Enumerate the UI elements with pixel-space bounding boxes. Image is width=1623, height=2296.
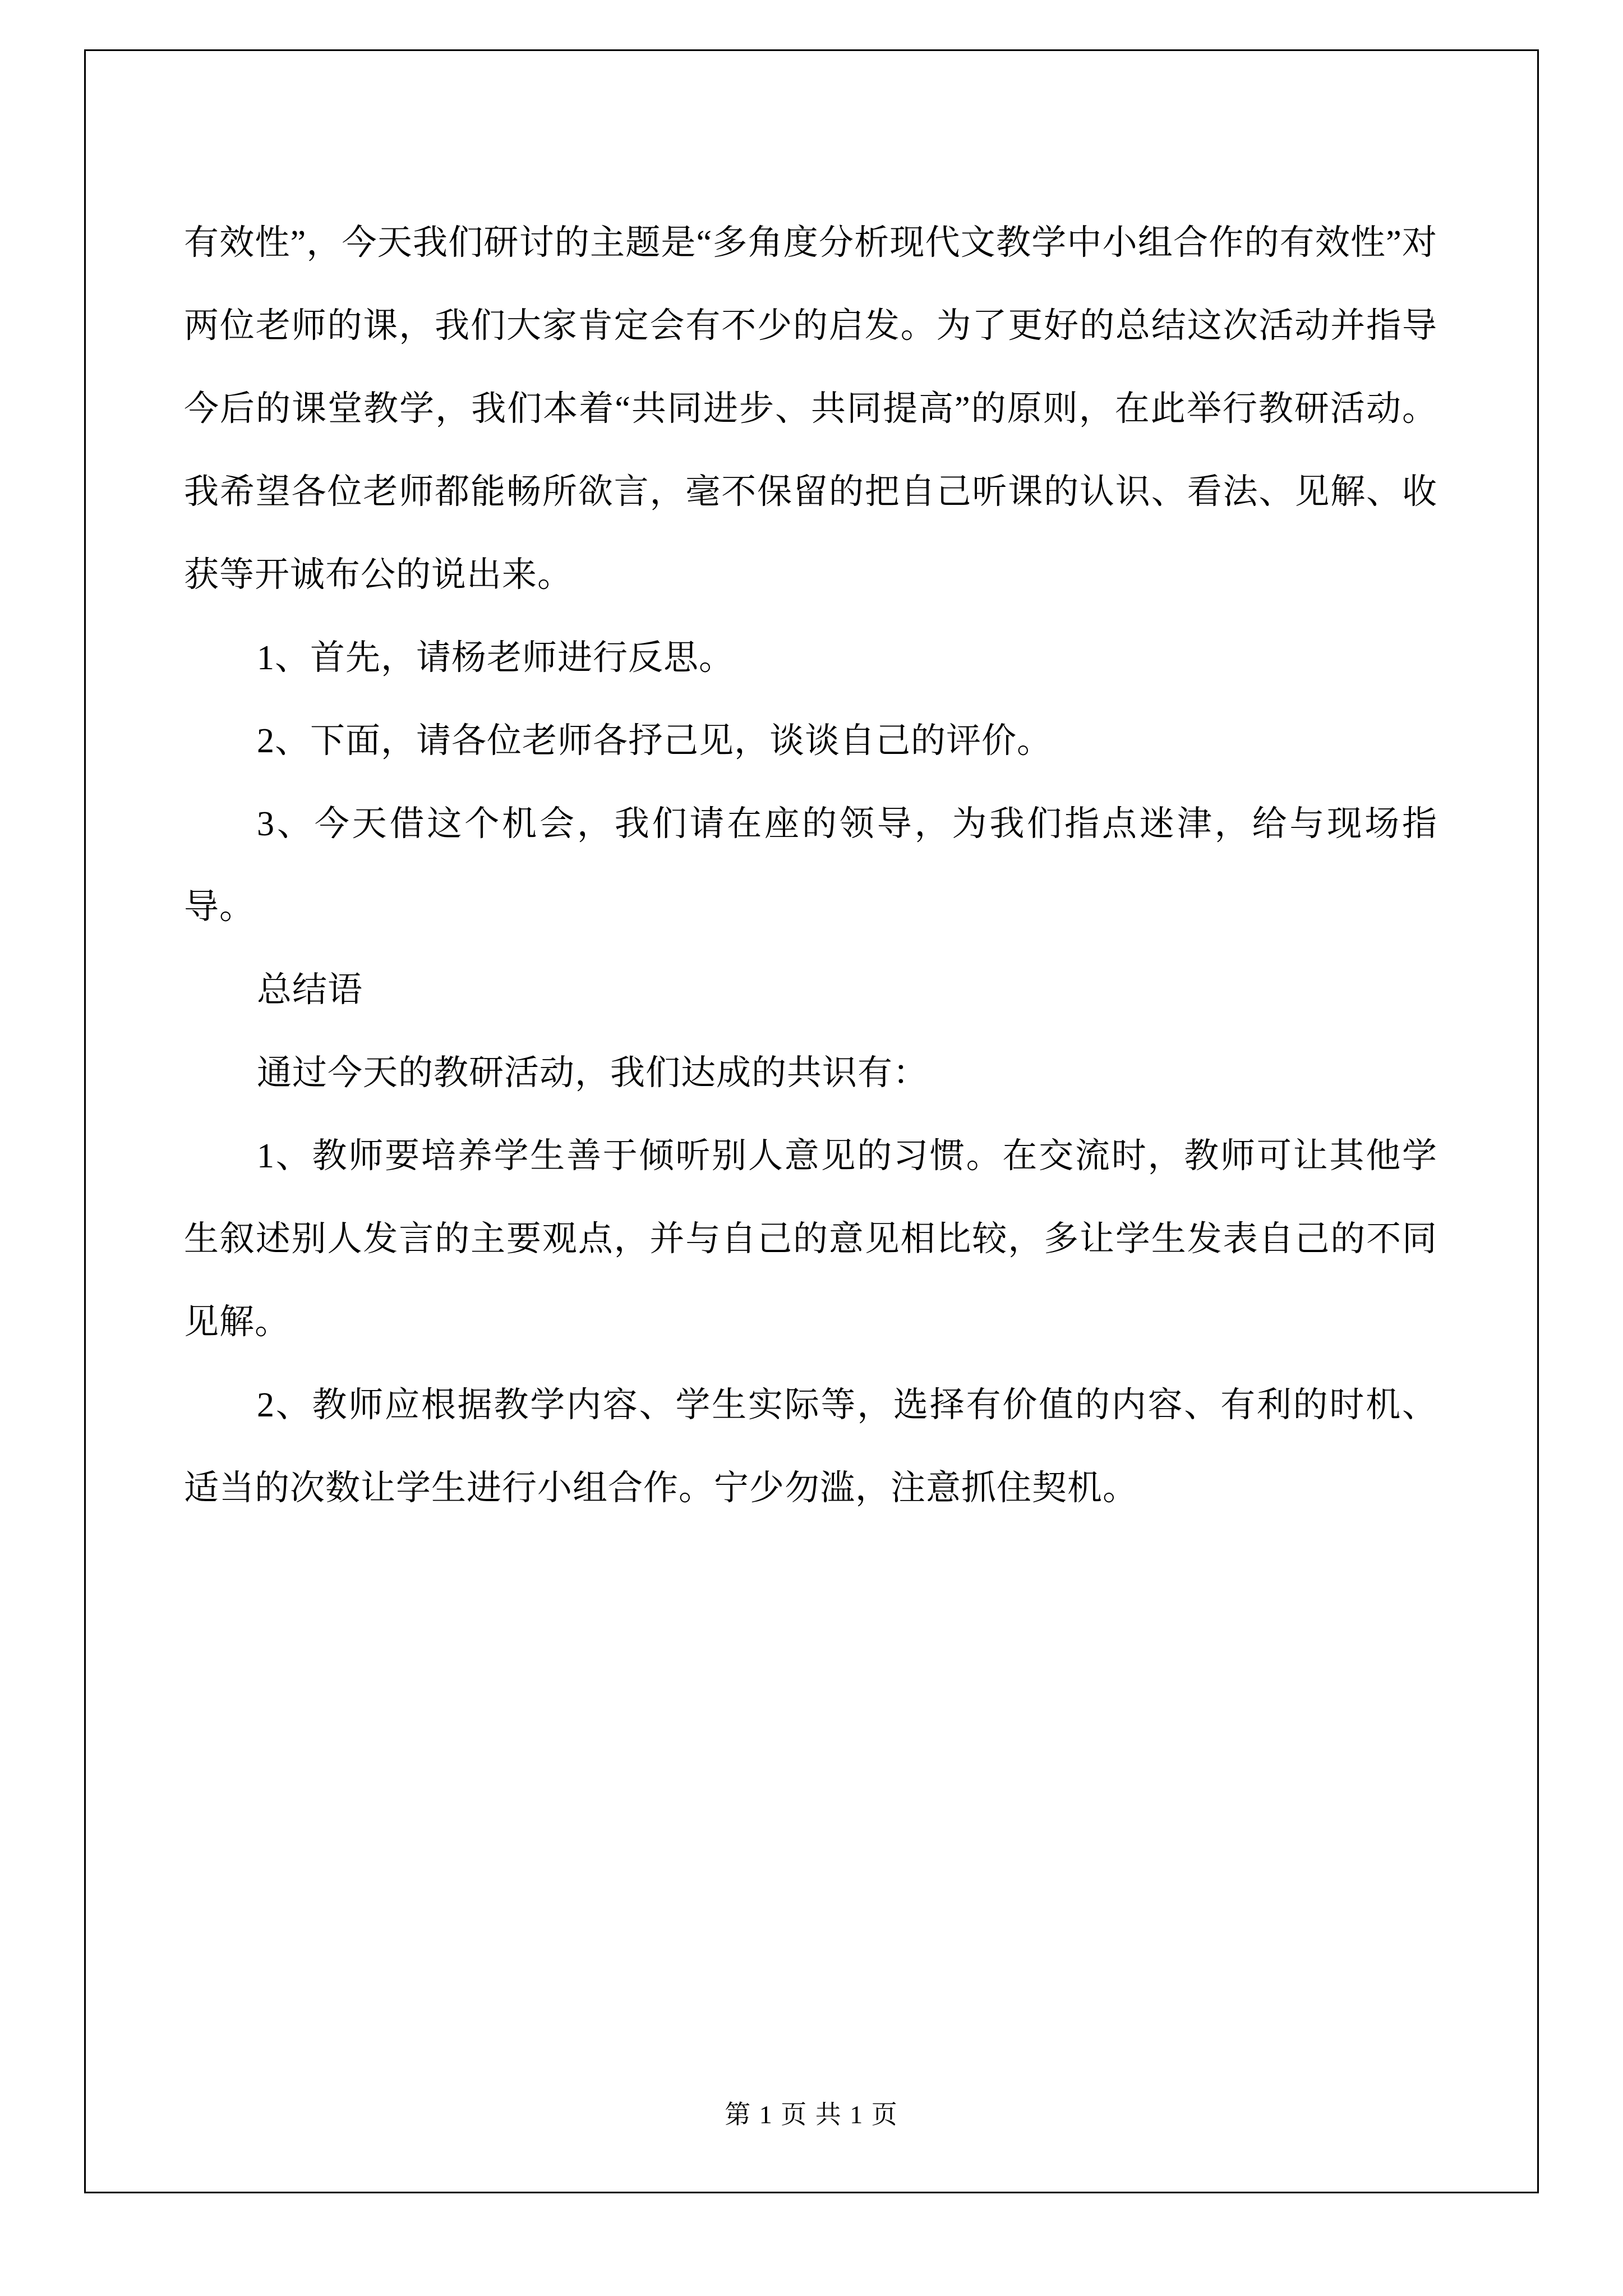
paragraph: 1、首先，请杨老师进行反思。: [257, 639, 735, 677]
paragraph: 通过今天的教研活动，我们达成的共识有：: [257, 1054, 929, 1092]
paragraph: 2、下面，请各位老师各抒己见，谈谈自己的评价。: [257, 722, 1053, 760]
page-footer: 第 1 页 共 1 页: [725, 2100, 898, 2129]
document-page: [84, 49, 1539, 2193]
paragraph-heading: 总结语: [257, 971, 363, 1009]
document-body: [184, 201, 1437, 1530]
paragraph: 1、教师要培养学生善于倾听别人意见的习惯。在交流时，教师可让其他学生叙述别人发言的主要观点，并与自己的意见相比较，多让学生发表自己的不同见解。: [184, 1137, 1437, 1341]
paragraph: 有效性”，今天我们研讨的主题是“多角度分析现代文教学中小组合作的有效性”对两位老师的课，我们大家肯定会有不少的启发。为了更好的总结这次活动并指导今后的课堂教学，我们本着“共同进步、共同提高”的原则，在此举行教研活动。我希望各位老师都能畅所欲言，毫不保留的把自己听课的认识、看法、见解、收获等开诚布公的说出来。: [184, 224, 1437, 594]
paragraph: 3、今天借这个机会，我们请在座的领导，为我们指点迷津，给与现场指导。: [184, 805, 1437, 926]
paragraph: 2、教师应根据教学内容、学生实际等，选择有价值的内容、有利的时机、适当的次数让学生进行小组合作。宁少勿滥，注意抓住契机。: [184, 1386, 1437, 1507]
